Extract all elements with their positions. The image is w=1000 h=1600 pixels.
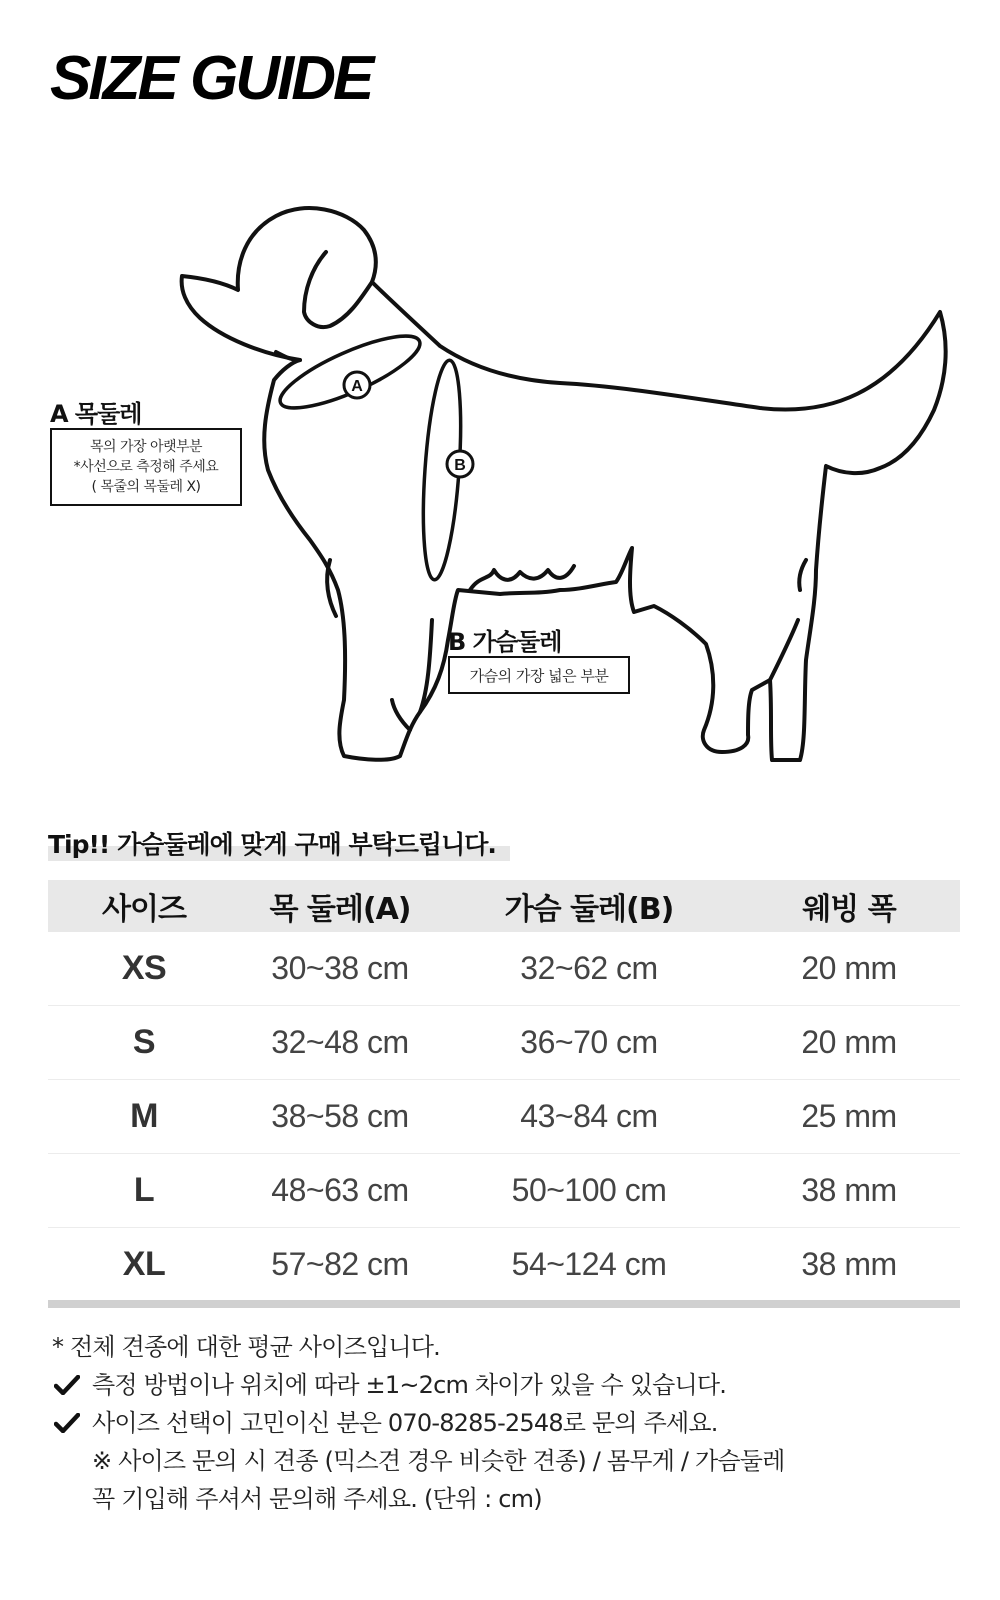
webbing-cell: 38 mm bbox=[738, 1154, 960, 1228]
note-check bbox=[52, 1366, 785, 1404]
header-chest: 가슴 둘레(B) bbox=[440, 880, 738, 932]
chest-cell: 50~100 cm bbox=[440, 1154, 738, 1228]
header-neck: 목 둘레(A) bbox=[240, 880, 440, 932]
note-average: * 전체 견종에 대한 평균 사이즈입니다. bbox=[52, 1333, 440, 1361]
size-cell: M bbox=[48, 1080, 240, 1154]
svg-text:A: A bbox=[351, 378, 363, 395]
neck-label: A 목둘레 bbox=[50, 400, 142, 428]
webbing-cell: 38 mm bbox=[801, 1246, 897, 1282]
chest-label: B 가슴둘레 bbox=[448, 628, 562, 656]
svg-text:B: B bbox=[454, 457, 466, 474]
header-webbing: 웨빙 폭 bbox=[738, 880, 960, 932]
size-cell: L bbox=[48, 1154, 240, 1228]
header-size: 사이즈 bbox=[48, 880, 240, 932]
webbing-cell: 20 mm bbox=[738, 1006, 960, 1080]
table-row bbox=[48, 1080, 960, 1154]
chest-cell: 36~70 cm bbox=[440, 1006, 738, 1080]
webbing-cell: 20 mm bbox=[738, 932, 960, 1006]
marker-b bbox=[447, 451, 473, 477]
table-row bbox=[48, 1154, 960, 1228]
note-check-text: 측정 방법이나 위치에 따라 ±1~2cm 차이가 있을 수 있습니다. bbox=[92, 1371, 727, 1399]
neck-desc-line: 목의 가장 아랫부분 bbox=[89, 439, 203, 455]
chest-description-box: 가슴의 가장 넓은 부분 bbox=[448, 656, 630, 694]
neck-measure-ellipse bbox=[272, 323, 427, 421]
size-cell: S bbox=[48, 1006, 240, 1080]
note-sub: ※ 사이즈 문의 시 견종 (믹스견 경우 비슷한 견종) / 몸무게 / 가슴둘레 bbox=[92, 1447, 785, 1475]
size-cell: XL bbox=[122, 1245, 166, 1283]
table-bottom-divider bbox=[48, 1300, 960, 1308]
neck-cell: 57~82 cm bbox=[271, 1246, 409, 1282]
table-row bbox=[48, 1228, 960, 1302]
chest-cell: 43~84 cm bbox=[440, 1080, 738, 1154]
table-row bbox=[48, 932, 960, 1006]
table-row bbox=[48, 1006, 960, 1080]
chest-cell: 32~62 cm bbox=[440, 932, 738, 1006]
marker-a bbox=[344, 372, 370, 398]
checkmark-icon bbox=[54, 1413, 80, 1433]
notes-section bbox=[52, 1328, 785, 1518]
page-title: SIZE GUIDE bbox=[50, 44, 372, 113]
webbing-cell: 25 mm bbox=[738, 1080, 960, 1154]
tip-text: Tip!! 가슴둘레에 맞게 구매 부탁드립니다. bbox=[48, 825, 510, 861]
note-check bbox=[52, 1404, 785, 1442]
note-sub: 꼭 기입해 주셔서 문의해 주세요. (단위 : cm) bbox=[92, 1485, 542, 1513]
size-table bbox=[48, 880, 960, 1301]
neck-cell: 30~38 cm bbox=[240, 932, 440, 1006]
neck-cell: 48~63 cm bbox=[240, 1154, 440, 1228]
checkmark-icon bbox=[54, 1375, 80, 1395]
neck-cell: 38~58 cm bbox=[240, 1080, 440, 1154]
neck-desc-line: ( 목줄의 목둘레 X) bbox=[91, 479, 201, 495]
neck-desc-line: *사선으로 측정해 주세요 bbox=[73, 459, 219, 475]
size-cell: XS bbox=[48, 932, 240, 1006]
table-header-row bbox=[48, 880, 960, 932]
chest-cell: 54~124 cm bbox=[511, 1246, 667, 1282]
neck-cell: 32~48 cm bbox=[240, 1006, 440, 1080]
note-check-text: 사이즈 선택이 고민이신 분은 070-8285-2548로 문의 주세요. bbox=[92, 1409, 718, 1437]
neck-description-box bbox=[50, 428, 242, 506]
